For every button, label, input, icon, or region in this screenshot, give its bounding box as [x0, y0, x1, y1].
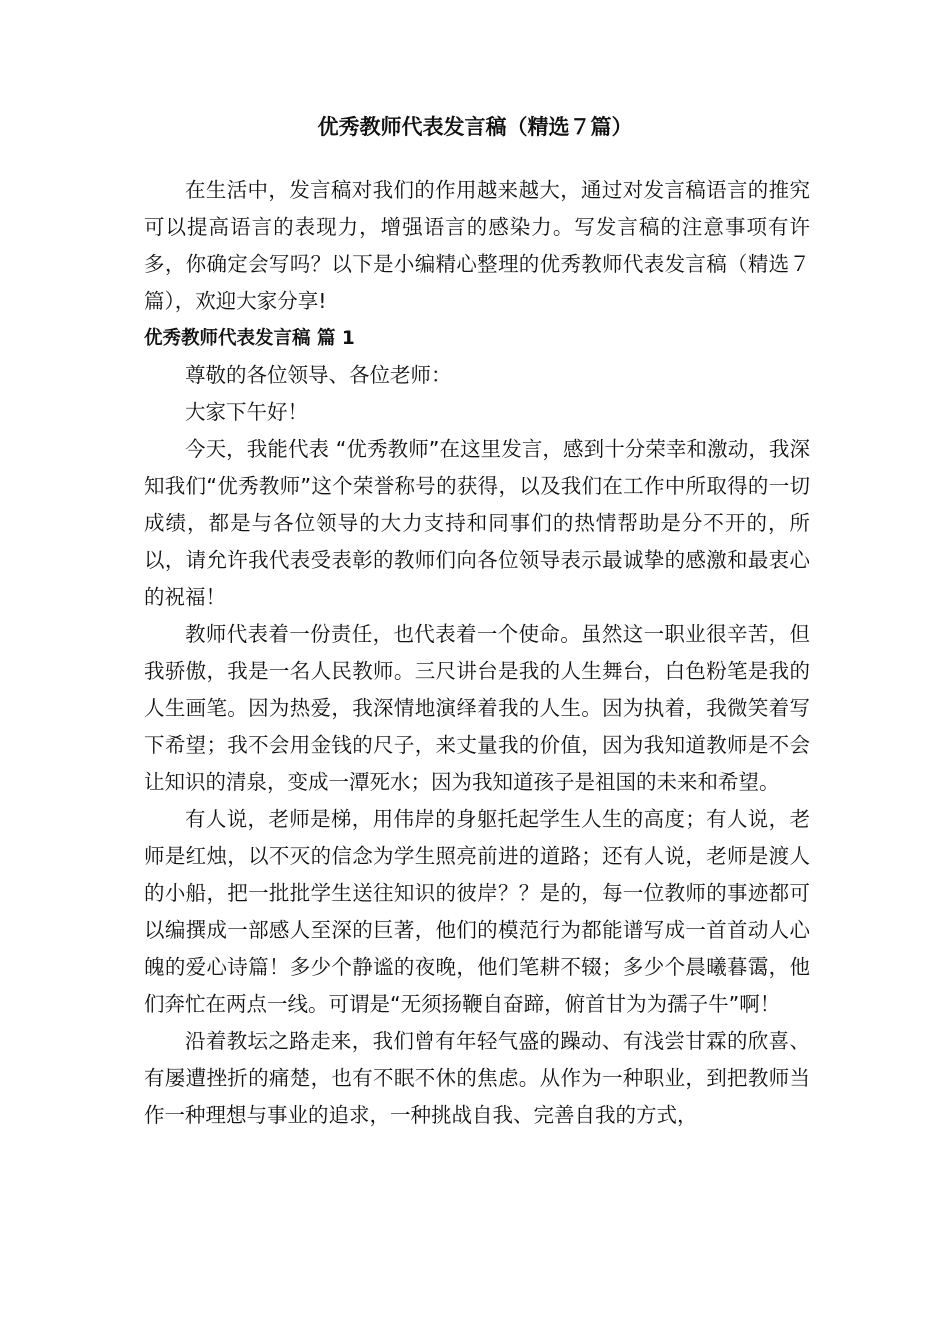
body-paragraph: 今天，我能代表 “优秀教师”在这里发言，感到十分荣幸和激动，我深知我们“优秀教师”这个荣誉称号的获得，以及我们在工作中所取得的一切成绩，都是与各位领导的大力支持和同事们的热情帮助是分不开的，所以，请允许我代表受表彰的教师们向各位领导表示最诚挚的感激和最衷心的祝福！	[144, 437, 810, 609]
greeting-paragraph: 大家下午好！	[185, 400, 308, 424]
document-title: 优秀教师代表发言稿（精选７篇）	[317, 115, 633, 139]
section-heading: 优秀教师代表发言稿 篇 1	[144, 328, 355, 349]
salutation-paragraph: 尊敬的各位领导、各位老师：	[185, 363, 452, 387]
body-paragraph: 教师代表着一份责任，也代表着一个使命。虽然这一职业很辛苦，但我骄傲，我是一名人民教师。三尺讲台是我的人生舞台，白色粉笔是我的人生画笔。因为热爱，我深情地演绎着我的人生。因为执着，我微笑着写下希望；我不会用金钱的尺子，来丈量我的价值，因为我知道教师是不会让知识的清泉，变成一潭死水；因为我知道孩子是祖国的未来和希望。	[144, 622, 810, 794]
body-paragraph: 有人说，老师是梯，用伟岸的身躯托起学生人生的高度；有人说，老师是红烛，以不灭的信念为学生照亮前进的道路；还有人说，老师是渡人的小船，把一批批学生送往知识的彼岸？？是的，每一位教师的事迹都可以编撰成一部感人至深的巨著，他们的模范行为都能谱写成一首首动人心魄的爱心诗篇！多少个静谧的夜晚，他们笔耕不辍；多少个晨曦暮霭，他们奔忙在两点一线。可谓是“无须扬鞭自奋蹄，俯首甘为为孺子牛”啊！	[144, 807, 810, 1016]
body-paragraph: 沿着教坛之路走来，我们曾有年轻气盛的躁动、有浅尝甘霖的欣喜、有屡遭挫折的痛楚，也有不眠不休的焦虑。从作为一种职业，到把教师当作一种理想与事业的追求，一种挑战自我、完善自我的方式，	[144, 1029, 810, 1127]
intro-paragraph: 在生活中，发言稿对我们的作用越来越大，通过对发言稿语言的推究可以提高语言的表现力，增强语言的感染力。写发言稿的注意事项有许多，你确定会写吗？以下是小编精心整理的优秀教师代表发言稿（精选７篇），欢迎大家分享!	[144, 178, 810, 313]
document-body	[144, 172, 810, 1134]
